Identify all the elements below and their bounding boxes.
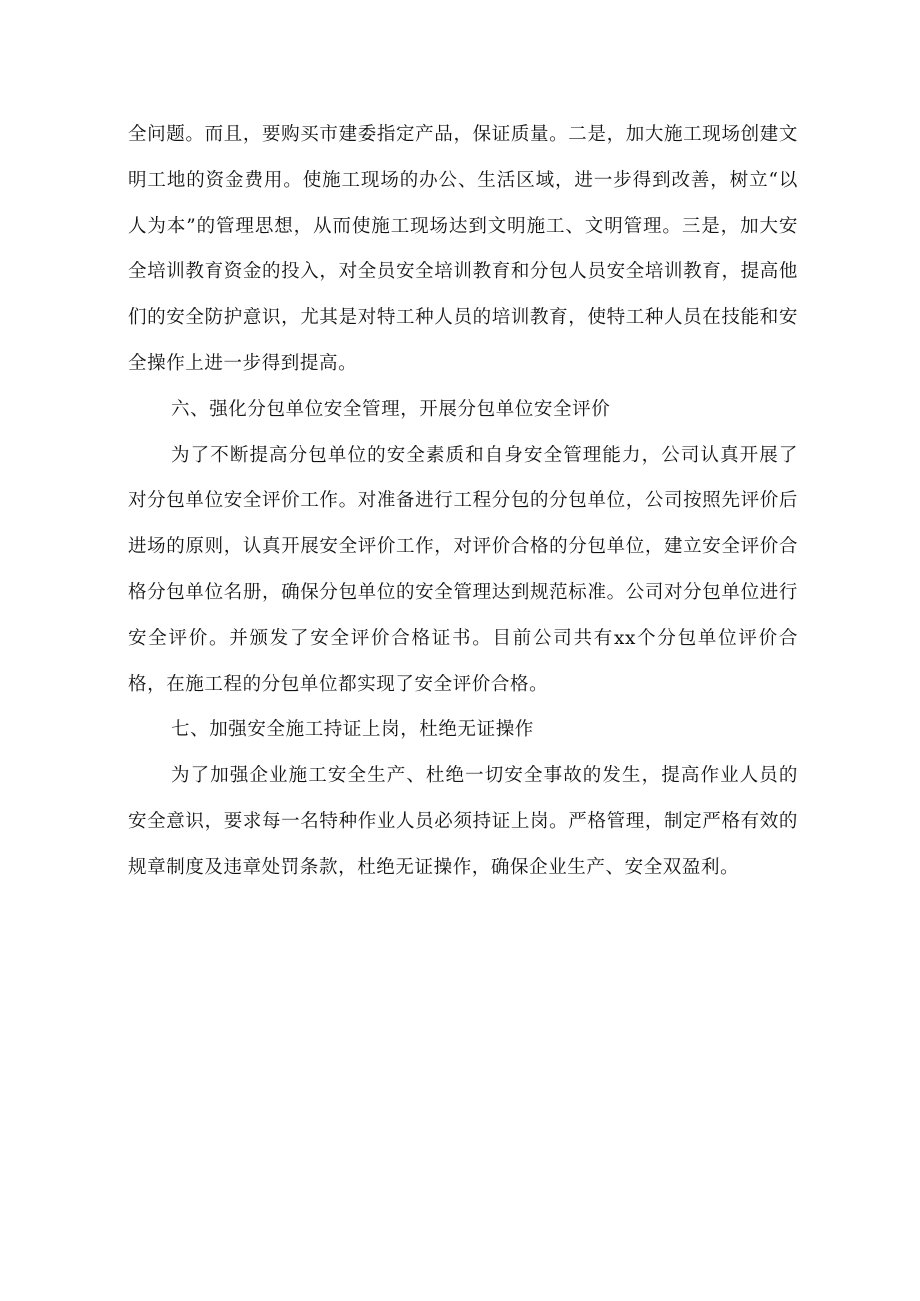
document-body xyxy=(128,112,798,891)
section-heading-6: 六、强化分包单位安全管理，开展分包单位安全评价 xyxy=(171,398,611,420)
paragraph-safety-funding-continued: 全问题。而且，要购买市建委指定产品，保证质量。二是，加大施工现场创建文明工地的资金费用。使施工现场的办公、生活区域，进一步得到改善，树立“以人为本”的管理思想，从而使施工现场达到文明施工、文明管理。三是，加大安全培训教育资金的投入，对全员安全培训教育和分包人员安全培训教育，提高他们的安全防护意识，尤其是对特工种人员的培训教育，使特工种人员在技能和安全操作上进一步得到提高。 xyxy=(128,124,798,374)
section-heading-7: 七、加强安全施工持证上岗，杜绝无证操作 xyxy=(171,719,534,741)
paragraph-certified-operation: 为了加强企业施工安全生产、杜绝一切安全事故的发生，提高作业人员的安全意识，要求每一名特种作业人员必须持证上岗。严格管理，制定严格有效的规章制度及违章处罚条款，杜绝无证操作，确保企业生产、安全双盈利。 xyxy=(128,765,798,878)
paragraph-subcontractor-evaluation: 为了不断提高分包单位的安全素质和自身安全管理能力，公司认真开展了对分包单位安全评价工作。对准备进行工程分包的分包单位，公司按照先评价后进场的原则，认真开展安全评价工作，对评价合格的分包单位，建立安全评价合格分包单位名册，确保分包单位的安全管理达到规范标准。公司对分包单位进行安全评价。并颁发了安全评价合格证书。目前公司共有xx个分包单位评价合格，在施工程的分包单位都实现了安全评价合格。 xyxy=(128,444,798,695)
